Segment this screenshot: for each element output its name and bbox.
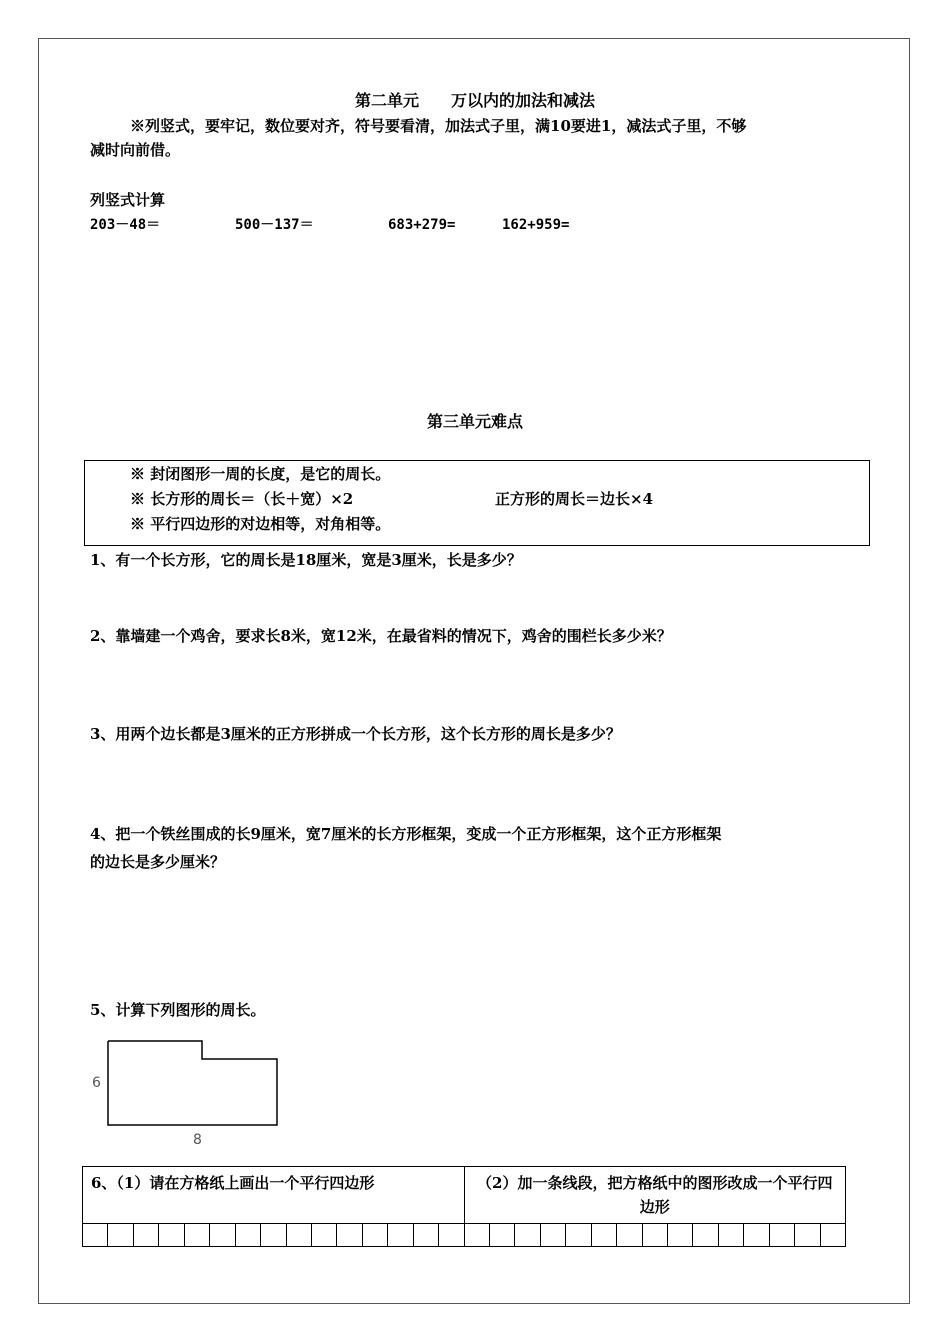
grid-cell — [643, 1224, 668, 1246]
grid-cell — [439, 1224, 463, 1246]
expression-3: 683+279= — [388, 217, 456, 233]
q6-left-header — [83, 1167, 465, 1224]
note-3: 正方形的周长＝边长×4 — [495, 490, 654, 508]
grid-cell — [490, 1224, 515, 1246]
grid-cell — [159, 1224, 184, 1246]
unit3-title: 第三单元难点 — [426, 412, 523, 431]
grid-cell — [261, 1224, 286, 1246]
note-1: ※ 封闭图形一周的长度，是它的周长。 — [130, 465, 391, 483]
grid-cell — [414, 1224, 439, 1246]
q6-right-header — [464, 1167, 846, 1224]
q6-left-text: 6、（1）请在方格纸上画出一个平行四边形 — [91, 1174, 375, 1192]
grid-cell — [465, 1224, 490, 1246]
grid-cell — [744, 1224, 769, 1246]
grid-cell — [388, 1224, 413, 1246]
unit2-rule-line2: 减时向前借。 — [90, 141, 181, 159]
expression-2: 500－137＝ — [235, 217, 314, 233]
grid-cell — [693, 1224, 718, 1246]
grid-cell — [287, 1224, 312, 1246]
question-3: 3、用两个边长都是3厘米的正方形拼成一个长方形，这个长方形的周长是多少？ — [90, 725, 621, 743]
grid-cell — [770, 1224, 795, 1246]
grid-cell — [83, 1224, 108, 1246]
grid-cell — [617, 1224, 642, 1246]
grid-row-right — [465, 1224, 846, 1246]
grid-cell — [566, 1224, 591, 1246]
perimeter-figure — [86, 1036, 296, 1151]
grid-row-left — [83, 1224, 464, 1246]
grid-cell — [592, 1224, 617, 1246]
notes-box — [84, 460, 870, 546]
q6-right-grid[interactable] — [464, 1224, 846, 1247]
grid-cell — [363, 1224, 388, 1246]
question-4-line1: 4、把一个铁丝围成的长9厘米，宽7厘米的长方形框架，变成一个正方形框架，这个正方形框架 — [90, 825, 722, 843]
grid-cell — [185, 1224, 210, 1246]
q6-left-grid[interactable] — [83, 1224, 465, 1247]
figure-side-label: 6 — [92, 1075, 101, 1091]
grid-cell — [515, 1224, 540, 1246]
question-1: 1、有一个长方形，它的周长是18厘米，宽是3厘米，长是多少？ — [90, 551, 522, 569]
q6-right-text: （2）加一条线段，把方格纸中的图形改成一个平行四边形 — [477, 1174, 833, 1216]
figure-outline — [108, 1041, 277, 1125]
question-2: 2、靠墙建一个鸡舍，要求长8米，宽12米，在最省料的情况下，鸡舍的围栏长多少米？ — [90, 627, 672, 645]
grid-cell — [134, 1224, 159, 1246]
calc-heading: 列竖式计算 — [90, 191, 166, 209]
grid-cell — [108, 1224, 133, 1246]
grid-cell — [795, 1224, 820, 1246]
question-5: 5、计算下列图形的周长。 — [90, 1001, 266, 1019]
grid-cell — [821, 1224, 845, 1246]
grid-cell — [210, 1224, 235, 1246]
grid-cell — [236, 1224, 261, 1246]
grid-cell — [668, 1224, 693, 1246]
grid-cell — [541, 1224, 566, 1246]
unit2-rule-line1: ※列竖式，要牢记，数位要对齐，符号要看清，加法式子里，满10要进1，减法式子里，不够 — [130, 117, 747, 135]
question-4-line2: 的边长是多少厘米？ — [90, 853, 226, 871]
grid-cell — [337, 1224, 362, 1246]
note-2: ※ 长方形的周长＝（长＋宽）×2 — [130, 490, 354, 508]
expression-4: 162+959= — [502, 217, 570, 233]
unit2-title: 第二单元 万以内的加法和减法 — [354, 91, 595, 110]
expression-1: 203－48＝ — [90, 217, 161, 233]
grid-cell — [719, 1224, 744, 1246]
grid-cell — [312, 1224, 337, 1246]
figure-bottom-label: 8 — [193, 1132, 202, 1148]
note-4: ※ 平行四边形的对边相等，对角相等。 — [130, 515, 391, 533]
q6-table — [82, 1166, 846, 1247]
